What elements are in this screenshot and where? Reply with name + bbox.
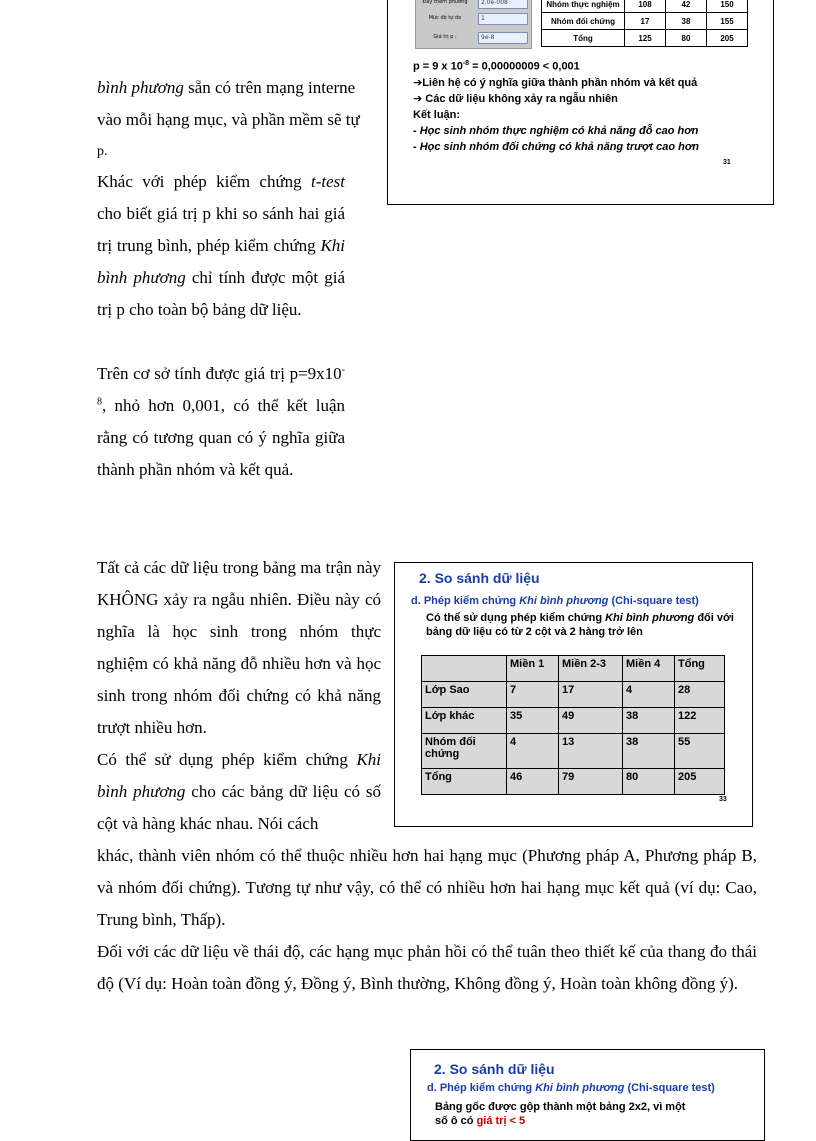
- form-row-p: [420, 32, 527, 44]
- intro-line-2: vào mỗi hạng mục, và phần mềm sẽ tự: [97, 110, 360, 129]
- table-row: [422, 682, 725, 708]
- table-cell: Nhóm thực nghiệm: [542, 0, 625, 13]
- table-cell: 122: [675, 708, 725, 734]
- table-row: [542, 0, 748, 13]
- table-header-cell: Miền 2-3: [559, 656, 623, 682]
- slide-subtitle: d. Phép kiểm chứng Khi bình phương (Chi-square test): [411, 595, 699, 607]
- table-cell: Tổng: [422, 769, 507, 795]
- table-header-row: [422, 656, 725, 682]
- table-cell: 46: [507, 769, 559, 795]
- table-cell: 38: [666, 13, 707, 30]
- table-cell: 125: [625, 30, 666, 47]
- form-label: Mức độ tự do: [428, 15, 462, 21]
- table-cell: Lớp Sao: [422, 682, 507, 708]
- form-value: 9e-8: [478, 32, 528, 44]
- slide-page-number: 33: [719, 796, 727, 803]
- table-cell: 4: [623, 682, 675, 708]
- slide-title: 2. So sánh dữ liệu: [419, 570, 540, 586]
- table-cell: Lớp khác: [422, 708, 507, 734]
- table-cell: 49: [559, 708, 623, 734]
- slide-subtitle: d. Phép kiểm chứng Khi bình phương (Chi-square test): [427, 1082, 715, 1094]
- table-cell: 42: [666, 0, 707, 13]
- result-table: [541, 0, 748, 47]
- paragraph-can-use: Có thể sử dụng phép kiểm chứng Khi bình phương cho các bảng dữ liệu có số cột và hàng khác nhau. Nói cách: [97, 750, 381, 833]
- table-header-cell: [422, 656, 507, 682]
- table-cell: 35: [507, 708, 559, 734]
- result-notes: [413, 56, 763, 155]
- table-cell: 205: [675, 769, 725, 795]
- table-cell: 108: [625, 0, 666, 13]
- conclusion-heading: Kết luận:: [413, 108, 461, 121]
- table-row: [542, 13, 748, 30]
- intro-line-3: p.: [97, 144, 108, 159]
- paragraph-attitude: Đối với các dữ liệu về thái độ, các hạng mục phản hồi có thể tuân theo thiết kế của thang đo thái độ (Ví dụ: Hoàn toàn đồng ý, Đồng ý, Bình thường, Không đồng ý, Hoàn toàn không đồng ý).: [97, 942, 757, 993]
- table-cell: 38: [623, 708, 675, 734]
- random-line: ➔ Các dữ liệu không xảy ra ngẫu nhiên: [413, 92, 618, 105]
- slide-page-number: 31: [723, 159, 731, 166]
- form-value: 2.0e-008: [478, 0, 528, 9]
- table-cell: 4: [507, 734, 559, 769]
- table-cell: Nhóm đối chứng: [542, 13, 625, 30]
- calculator-form: [415, 0, 532, 49]
- table-cell: 205: [707, 30, 748, 47]
- conclusion-line-1: - Học sinh nhóm thực nghiệm có khả năng đỗ cao hơn: [413, 124, 699, 137]
- intro-line-1: bình phương sẵn có trên mạng interne: [97, 78, 356, 97]
- conclusion-line-2: - Học sinh nhóm đối chứng có khả năng trượt cao hơn: [413, 140, 699, 153]
- paragraph-continuation: khác, thành viên nhóm có thể thuộc nhiều hơn hai hạng mục (Phương pháp A, Phương pháp B, và nhóm đối chứng). Tương tự như vậy, có thể có nhiều hơn hai hạng mục kết quả (ví dụ: Cao, Trung bình, Thấp).: [97, 846, 757, 929]
- table-cell: 28: [675, 682, 725, 708]
- table-row: [422, 708, 725, 734]
- table-cell: Nhóm đối chứng: [422, 734, 507, 769]
- table-cell: 13: [559, 734, 623, 769]
- form-value: 1: [478, 13, 528, 25]
- table-cell: Tổng: [542, 30, 625, 47]
- data-table: [421, 655, 725, 795]
- form-row-chi: [420, 0, 527, 9]
- paragraph-basis: Trên cơ sở tính được giá trị $p=9x10^{-8}$, nhỏ hơn 0,001, có thể kết luận rằng có tương quan có ý nghĩa giữa thành phần nhóm và kết quả.: [97, 364, 345, 479]
- table-header-cell: Tổng: [675, 656, 725, 682]
- table-cell: 17: [625, 13, 666, 30]
- form-label: Đây thêm phương: [422, 0, 468, 5]
- form-row-df: [420, 13, 527, 25]
- slide-compare-data-2x2: [410, 1049, 765, 1141]
- table-row: [422, 734, 725, 769]
- form-label: Giá trị p :: [433, 34, 457, 40]
- slide-title: 2. So sánh dữ liệu: [434, 1061, 555, 1077]
- table-row: [422, 769, 725, 795]
- link-line: ➔Liên hệ có ý nghĩa giữa thành phần nhóm và kết quả: [413, 76, 698, 89]
- table-cell: 38: [623, 734, 675, 769]
- table-cell: 80: [623, 769, 675, 795]
- slide-description: Có thể sử dụng phép kiểm chứng Khi bình phương đối với bảng dữ liệu có từ 2 cột và 2 hàng trở lên: [426, 612, 734, 638]
- paragraph-not-random: Tất cả các dữ liệu trong bảng ma trận này KHÔNG xảy ra ngẫu nhiên. Điều này có nghĩa là học sinh trong nhóm thực nghiệm có khả năng đỗ nhiều hơn và học sinh trong nhóm đối chứng có khả năng trượt nhiều hơn.: [97, 558, 381, 737]
- slide-description: Bảng gốc được gộp thành một bảng 2x2, vì một số ô có giá trị < 5: [435, 1101, 686, 1127]
- table-cell: 7: [507, 682, 559, 708]
- table-cell: 150: [707, 0, 748, 13]
- slide-compare-data: [394, 562, 753, 827]
- table-row: [542, 30, 748, 47]
- table-cell: 155: [707, 13, 748, 30]
- p-value-line: p = 9 x $10^{-8} = 0,00000009 < 0,001$: [413, 60, 580, 73]
- table-cell: 80: [666, 30, 707, 47]
- table-cell: 55: [675, 734, 725, 769]
- table-header-cell: Miền 4: [623, 656, 675, 682]
- table-cell: 17: [559, 682, 623, 708]
- table-cell: 79: [559, 769, 623, 795]
- slide-chi-square-result: [387, 0, 774, 205]
- table-header-cell: Miền 1: [507, 656, 559, 682]
- paragraph-ttest: Khác với phép kiểm chứng t-test cho biết giá trị p khi so sánh hai giá trị trung bình, phép kiểm chứng Khi bình phương chỉ tính được một giá trị p cho toàn bộ bảng dữ liệu.: [97, 172, 345, 319]
